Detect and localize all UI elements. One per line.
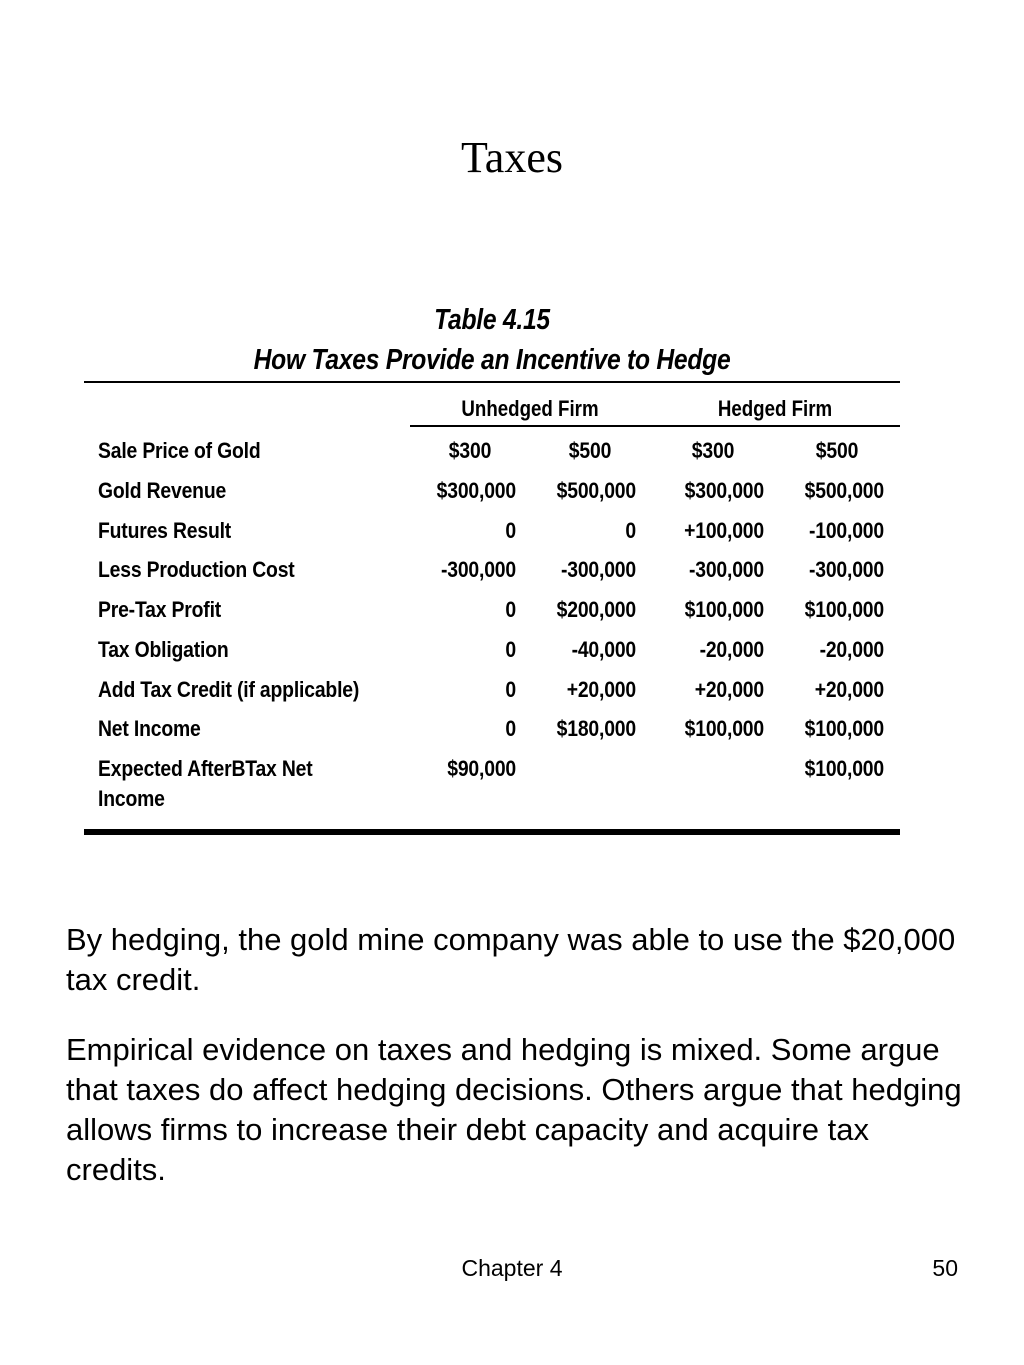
table-cell: +20,000 bbox=[566, 677, 636, 702]
table-cell: -300,000 bbox=[440, 557, 516, 582]
table-cell: $100,000 bbox=[684, 716, 764, 741]
table-cell: $300,000 bbox=[436, 478, 516, 503]
body-paragraph: Empirical evidence on taxes and hedging is mixed. Some argue that taxes do affect hedging decisions. Others argue that hedging allows firms to increase their debt capacity and acquire tax credits. bbox=[66, 1032, 962, 1187]
price-hedged-low: $300 bbox=[691, 438, 735, 463]
table-row bbox=[0, 555, 1024, 595]
table-cell: 0 bbox=[505, 677, 516, 702]
table-cell: -300,000 bbox=[808, 557, 884, 582]
expected-unhedged-value: $90,000 bbox=[447, 756, 516, 781]
table-row-expected bbox=[0, 754, 1024, 818]
row-label: Less Production Cost bbox=[98, 557, 295, 582]
table-cell: $300,000 bbox=[684, 478, 764, 503]
table-cell: $200,000 bbox=[556, 597, 636, 622]
table-caption-title: How Taxes Provide an Incentive to Hedge bbox=[253, 344, 731, 376]
price-unhedged-high: $500 bbox=[568, 438, 612, 463]
table-cell: $100,000 bbox=[804, 716, 884, 741]
row-label: Sale Price of Gold bbox=[98, 438, 261, 463]
table-caption bbox=[145, 300, 839, 380]
price-hedged-high: $500 bbox=[815, 438, 859, 463]
row-label: Pre-Tax Profit bbox=[98, 597, 222, 622]
table-cell: $500,000 bbox=[556, 478, 636, 503]
table-cell: -300,000 bbox=[688, 557, 764, 582]
table-header-row bbox=[0, 436, 1024, 476]
table-top-rule bbox=[84, 381, 900, 383]
table-cell: $500,000 bbox=[804, 478, 884, 503]
group-header-hedged: Hedged Firm bbox=[717, 396, 833, 421]
table-cell: -40,000 bbox=[571, 637, 636, 662]
table-cell: $180,000 bbox=[556, 716, 636, 741]
table-row bbox=[0, 516, 1024, 556]
group-header-rule bbox=[410, 425, 900, 427]
table-cell: 0 bbox=[505, 518, 516, 543]
slide-title: Taxes bbox=[461, 133, 563, 182]
table-bottom-rule bbox=[84, 829, 900, 835]
table-row bbox=[0, 714, 1024, 754]
table-cell: +100,000 bbox=[684, 518, 764, 543]
price-unhedged-low: $300 bbox=[448, 438, 492, 463]
footer-chapter: Chapter 4 bbox=[461, 1255, 563, 1281]
table-cell: -300,000 bbox=[560, 557, 636, 582]
table-cell: -100,000 bbox=[808, 518, 884, 543]
table-cell: +20,000 bbox=[694, 677, 764, 702]
table-cell: 0 bbox=[625, 518, 636, 543]
table-caption-number: Table 4.15 bbox=[434, 304, 550, 336]
row-label: Expected AfterBTax Net Income bbox=[98, 756, 313, 811]
page-number: 50 bbox=[932, 1255, 958, 1281]
row-label: Add Tax Credit (if applicable) bbox=[98, 677, 360, 702]
table-row bbox=[0, 675, 1024, 715]
table-cell: $100,000 bbox=[684, 597, 764, 622]
group-header-unhedged: Unhedged Firm bbox=[461, 396, 599, 421]
table-cell: 0 bbox=[505, 716, 516, 741]
table-cell: 0 bbox=[505, 597, 516, 622]
row-label: Tax Obligation bbox=[98, 637, 229, 662]
table-cell: +20,000 bbox=[814, 677, 884, 702]
body-paragraph: By hedging, the gold mine company was able to use the $20,000 tax credit. bbox=[66, 922, 956, 997]
table-cell: $100,000 bbox=[804, 597, 884, 622]
table-row bbox=[0, 635, 1024, 675]
row-label: Futures Result bbox=[98, 518, 232, 543]
row-label: Gold Revenue bbox=[98, 478, 227, 503]
table-cell: -20,000 bbox=[699, 637, 764, 662]
table-cell: -20,000 bbox=[819, 637, 884, 662]
row-label: Net Income bbox=[98, 716, 201, 741]
table-cell: 0 bbox=[505, 637, 516, 662]
table-row bbox=[0, 595, 1024, 635]
table-row bbox=[0, 476, 1024, 516]
expected-hedged-value: $100,000 bbox=[804, 756, 884, 781]
